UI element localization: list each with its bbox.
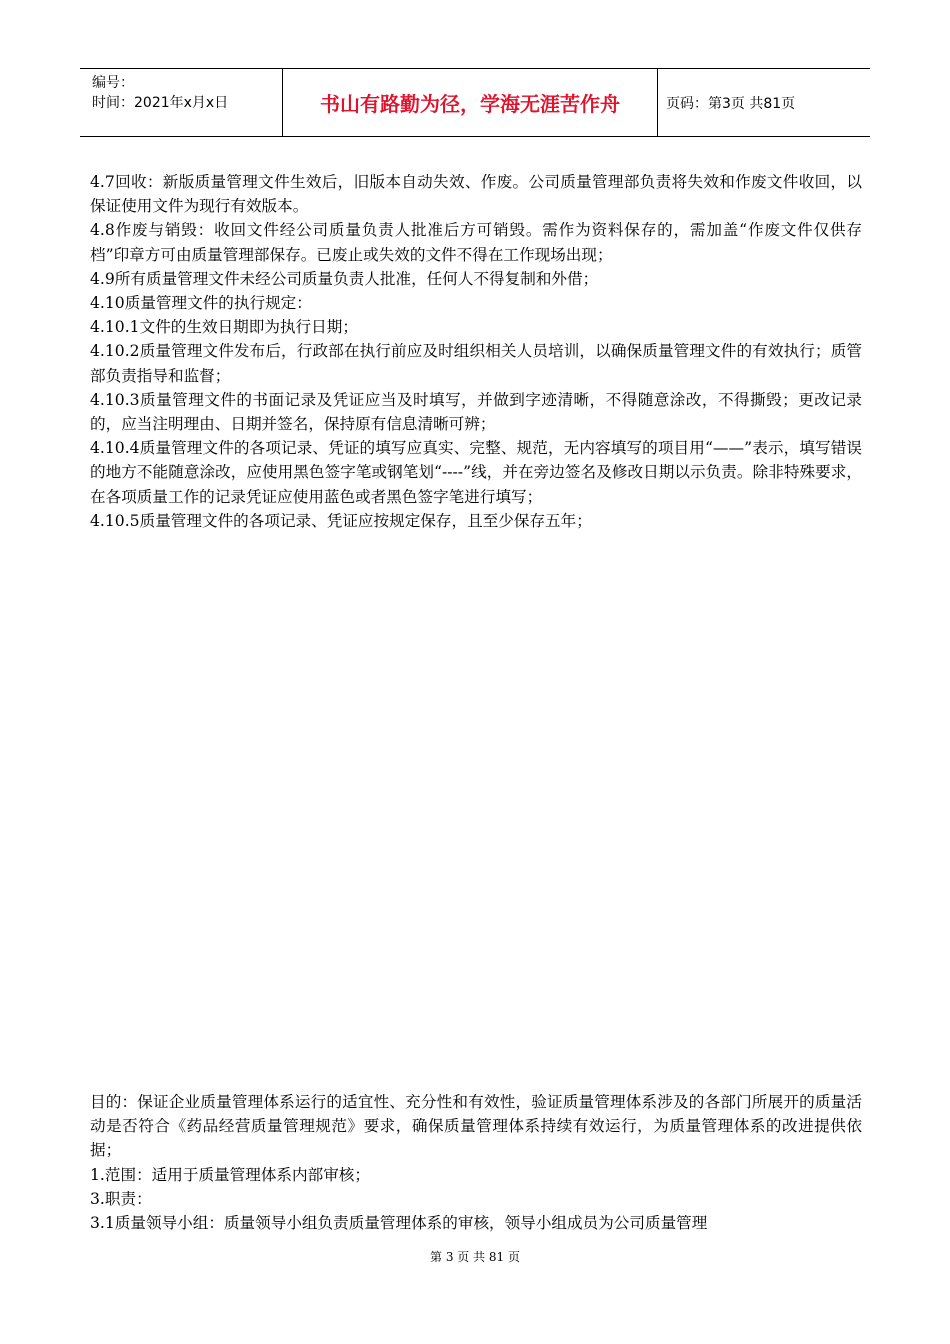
paragraph: 目的：保证企业质量管理体系运行的适宜性、充分性和有效性，验证质量管理体系涉及的各部门所展开的质量活动是否符合《药品经营质量管理规范》要求，确保质量管理体系持续有效运行，为质量管理体系的改进提供依据；: [90, 1093, 862, 1160]
paragraph: 3.职责：: [90, 1189, 152, 1208]
header-motto: 书山有路勤为径，学海无涯苦作舟: [320, 92, 620, 116]
paragraph: 3.1质量领导小组：质量领导小组负责质量管理体系的审核，领导小组成员为公司质量管理: [90, 1214, 708, 1233]
paragraph: 4.8作废与销毁：收回文件经公司质量负责人批准后方可销毁。需作为资料保存的，需加盖“作废文件仅供存档”印章方可由质量管理部保存。已废止或失效的文件不得在工作现场出现；: [90, 221, 862, 264]
paragraph: 4.10.4质量管理文件的各项记录、凭证的填写应真实、完整、规范，无内容填写的项目用“——”表示，填写错误的地方不能随意涂改，应使用黑色签字笔或钢笔划“----”线，并在旁边签名及修改日期以示负责。除非特殊要求，在各项质量工作的记录凭证应使用蓝色或者黑色签字笔进行填写；: [90, 439, 862, 506]
paragraph: 4.10.1文件的生效日期即为执行日期；: [90, 318, 358, 337]
paragraph: 4.9所有质量管理文件未经公司质量负责人批准，任何人不得复制和外借；: [90, 269, 599, 288]
page-header: [80, 68, 870, 137]
header-meta: [80, 69, 282, 136]
document-number-label: 编号：: [92, 75, 134, 91]
paragraph: 4.10质量管理文件的执行规定：: [90, 294, 312, 313]
paragraph: 4.10.5质量管理文件的各项记录、凭证应按规定保存，且至少保存五年；: [90, 511, 592, 530]
page-footer: 第 3 页 共 81 页: [430, 1250, 520, 1264]
paragraph: 4.10.3质量管理文件的书面记录及凭证应当及时填写，并做到字迹清晰，不得随意涂改，不得撕毁；更改记录的，应当注明理由、日期并签名，保持原有信息清晰可辨；: [90, 390, 862, 434]
paragraph: 1.范围：适用于质量管理体系内部审核；: [90, 1165, 370, 1184]
body-section-file-management: [90, 170, 862, 533]
header-motto-cell: [282, 69, 658, 136]
body-section-internal-audit: [90, 1090, 862, 1235]
paragraph: 4.10.2质量管理文件发布后，行政部在执行前应及时组织相关人员培训，以确保质量管理文件的有效执行；质管部负责指导和监督；: [90, 342, 862, 385]
header-page-info: 页码：第3页 共81页: [666, 95, 796, 112]
document-time: 时间：2021年x月x日: [92, 95, 229, 111]
paragraph: 4.7回收：新版质量管理文件生效后，旧版本自动失效、作废。公司质量管理部负责将失效和作废文件收回，以保证使用文件为现行有效版本。: [90, 173, 862, 216]
